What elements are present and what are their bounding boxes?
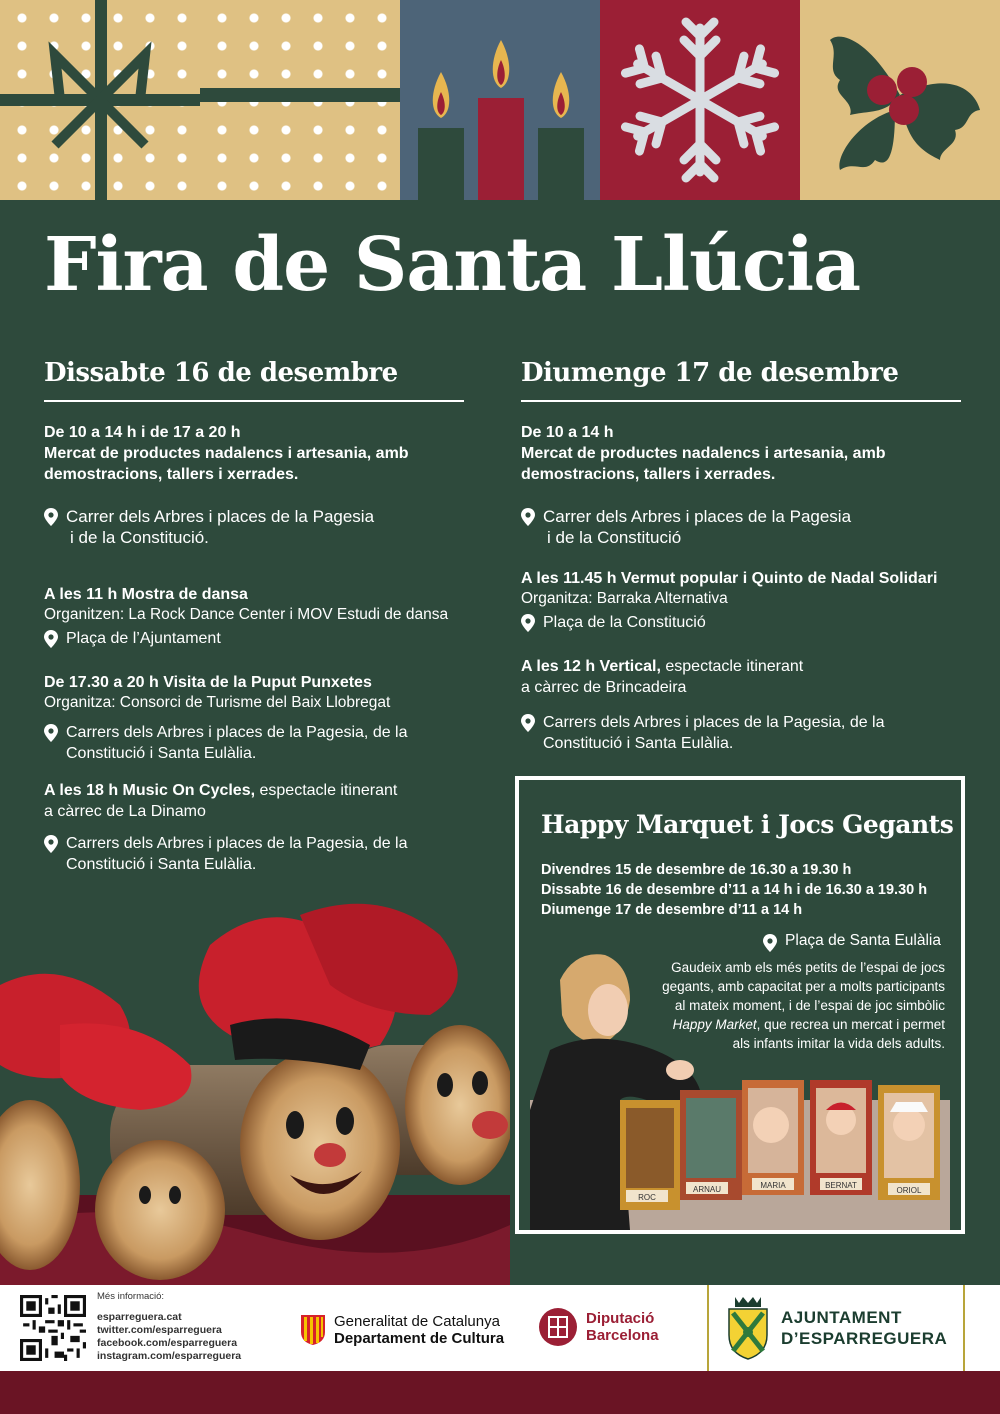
frame-label: ROC: [638, 1193, 656, 1202]
location-pin-icon: [521, 714, 535, 732]
saturday-market-location: [44, 506, 484, 548]
sunday-market-time: De 10 a 14 h: [521, 424, 614, 441]
sunday-vertical: [521, 656, 961, 754]
diputacio-seal-icon: [538, 1307, 578, 1347]
location-line: Carrers dels Arbres i places de la Pagesia, de la: [543, 714, 885, 731]
music-title-rest: espectacle itinerant: [255, 782, 398, 799]
sunday-heading: Diumenge 17 de desembre: [521, 358, 961, 402]
link-web[interactable]: esparreguera.cat: [97, 1311, 182, 1323]
generalitat-logo: [300, 1313, 504, 1347]
location-pin-icon: [521, 508, 535, 526]
vermut-location: Plaça de la Constitució: [543, 614, 706, 631]
location-line: Constitució i Santa Eulàlia.: [543, 735, 734, 752]
happy-dates: [541, 860, 927, 920]
ajuntament-line: D’ESPARREGUERA: [781, 1329, 948, 1348]
vermut-org: Organitza: Barraka Alternativa: [521, 590, 728, 607]
vertical-line2: a càrrec de Brincadeira: [521, 679, 687, 696]
saturday-heading: Dissabte 16 de desembre: [44, 358, 464, 402]
saturday-music: [44, 780, 484, 875]
sunday-column: [521, 358, 961, 752]
location-line: Carrer dels Arbres i places de la Pagesia: [66, 507, 375, 526]
location-line: Carrers dels Arbres i places de la Pagesia, de la: [66, 724, 408, 741]
vermut-title: A les 11.45 h Vermut popular i Quinto de Nadal Solidari: [521, 570, 938, 587]
saturday-visit: [44, 672, 484, 764]
diputacio-logo: [538, 1307, 659, 1347]
gift-ribbon-icon: [0, 0, 200, 200]
location-line: i de la Constitució.: [70, 528, 209, 547]
happy-date: Dissabte 16 de desembre d’11 a 14 h i de 16.30 a 19.30 h: [541, 882, 928, 898]
visit-title: De 17.30 a 20 h Visita de la Puput Punxetes: [44, 674, 372, 691]
music-line2: a càrrec de La Dinamo: [44, 803, 206, 820]
generalitat-line: Generalitat de Catalunya: [334, 1313, 500, 1330]
happy-date: Divendres 15 de desembre de 16.30 a 19.30 h: [541, 862, 852, 878]
saturday-market: [44, 422, 484, 485]
frame-label: ORIOL: [896, 1186, 922, 1195]
footer-links: [97, 1311, 241, 1363]
gift-tile-right: [200, 0, 400, 200]
generalitat-line: Departament de Cultura: [334, 1330, 505, 1347]
happy-location-text: Plaça de Santa Eulàlia: [785, 932, 941, 949]
vertical-title-bold: A les 12 h Vertical,: [521, 658, 661, 675]
location-line: Carrer dels Arbres i places de la Pagesia: [543, 507, 852, 526]
music-title-bold: A les 18 h Music On Cycles,: [44, 782, 256, 799]
candles-tile: [400, 0, 600, 200]
location-pin-icon: [44, 724, 58, 742]
holly-tile: [800, 0, 1000, 200]
location-line: Carrers dels Arbres i places de la Pagesia, de la: [66, 835, 408, 852]
more-info-label: Més informació:: [97, 1291, 165, 1302]
desc-italic: Happy Market: [672, 1017, 757, 1032]
location-line: Constitució i Santa Eulàlia.: [66, 856, 257, 873]
link-twitter[interactable]: twitter.com/esparreguera: [97, 1324, 222, 1336]
tio-photo: [0, 895, 510, 1295]
link-facebook[interactable]: facebook.com/esparreguera: [97, 1337, 238, 1349]
sunday-market-desc: Mercat de productes nadalencs i artesania, amb demostracions, tallers i xerrades.: [521, 445, 886, 483]
header-banner: [0, 0, 1000, 200]
footer: [0, 1285, 1000, 1371]
dance-location: Plaça de l’Ajuntament: [66, 630, 221, 647]
dance-org: Organitzen: La Rock Dance Center i MOV Estudi de dansa: [44, 606, 449, 623]
sunday-vermut: [521, 568, 961, 633]
location-pin-icon: [521, 614, 535, 632]
link-instagram[interactable]: instagram.com/esparreguera: [97, 1350, 242, 1362]
holly-icon: [800, 0, 1000, 200]
ajuntament-line: AJUNTAMENT: [781, 1308, 902, 1327]
location-line: Constitució i Santa Eulàlia.: [66, 745, 257, 762]
vertical-title-rest: espectacle itinerant: [660, 658, 804, 675]
saturday-market-desc: Mercat de productes nadalencs i artesania, amb demostracions, tallers i xerrades.: [44, 445, 409, 483]
diputacio-line: Diputació: [586, 1310, 655, 1327]
saturday-market-time: De 10 a 14 h i de 17 a 20 h: [44, 424, 241, 441]
frame-label: MARIA: [760, 1181, 786, 1190]
location-pin-icon: [44, 835, 58, 853]
frame-label: BERNAT: [825, 1181, 857, 1190]
diputacio-line: Barcelona: [586, 1327, 659, 1344]
frame-label: ARNAU: [692, 1185, 722, 1194]
page-title: Fira de Santa Llúcia: [44, 222, 861, 308]
location-pin-icon: [44, 630, 58, 648]
happy-title: Happy Marquet i Jocs Gegants: [541, 810, 954, 839]
sunday-market: [521, 422, 961, 485]
happy-description: [655, 958, 945, 1053]
snowflake-tile: [600, 0, 800, 200]
dance-title: A les 11 h Mostra de dansa: [44, 586, 248, 603]
esparreguera-coat-of-arms-icon: [725, 1295, 771, 1361]
visit-org: Organitza: Consorci de Turisme del Baix Llobregat: [44, 694, 391, 711]
happy-date: Diumenge 17 de desembre d’11 a 14 h: [541, 902, 803, 918]
saturday-dance: [44, 584, 484, 649]
desc-text: , que recrea un mercat i permet als infants imitar la vida dels adults.: [732, 1017, 945, 1051]
tio-logs-illustration: [0, 895, 510, 1295]
sunday-market-location: [521, 506, 961, 548]
gift-tile: [0, 0, 200, 200]
candles-icon: [400, 0, 600, 200]
generalitat-shield-icon: [300, 1314, 326, 1346]
saturday-column: [44, 358, 464, 873]
qr-code-icon[interactable]: [20, 1295, 86, 1361]
snowflake-icon: [600, 0, 800, 200]
location-pin-icon: [44, 508, 58, 526]
ajuntament-logo: [707, 1285, 965, 1371]
desc-text: Gaudeix amb els més petits de l’espai de jocs gegants, amb capacitat per a molts participants al mateix moment, i de l’espai de joc simbòlic: [662, 960, 945, 1013]
location-line: i de la Constitució: [547, 528, 682, 547]
